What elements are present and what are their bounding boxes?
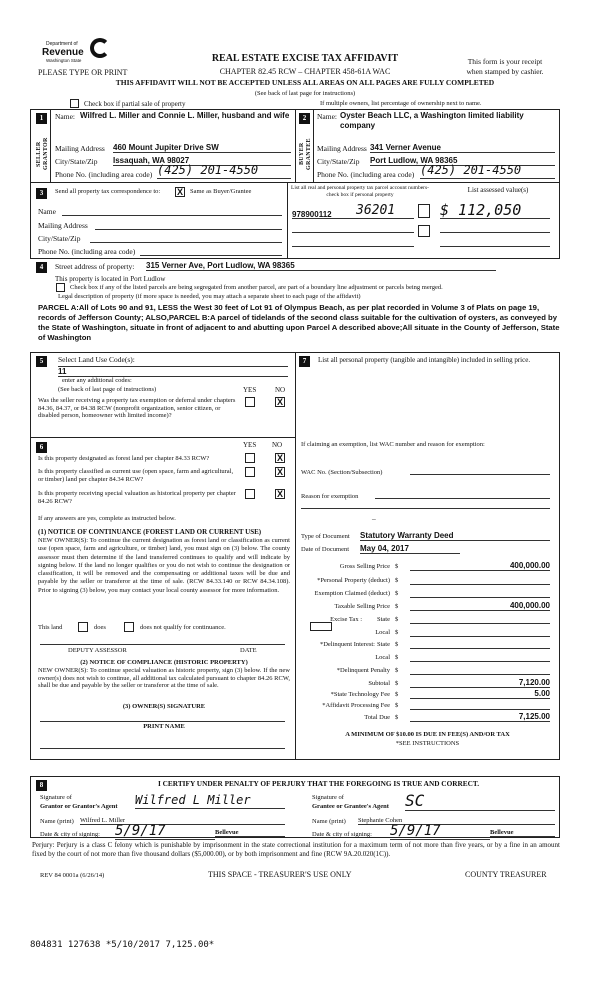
personal-property-checkbox-1[interactable]	[418, 204, 430, 218]
grantor-signature[interactable]: Wilfred L Miller	[135, 794, 285, 809]
taxable-selling-price[interactable]: 400,000.00	[410, 601, 550, 611]
form-title: REAL ESTATE EXCISE TAX AFFIDAVIT	[211, 53, 399, 64]
receipt-stamp: 804831 127638 *5/10/2017 7,125.00*	[30, 940, 215, 950]
correspondence-phone[interactable]	[140, 246, 282, 256]
grantee-signing-city[interactable]: Bellevue	[490, 829, 555, 837]
correspondence-name[interactable]	[62, 206, 282, 216]
excise-local-checkbox[interactable]	[310, 622, 332, 631]
buyer-city[interactable]: Port Ludlow, WA 98365	[370, 156, 555, 166]
forest-yes-checkbox[interactable]	[245, 453, 255, 463]
logo-swirl-icon	[90, 38, 110, 58]
delinquent-interest-state[interactable]	[410, 639, 550, 649]
affidavit-processing-fee[interactable]	[410, 700, 550, 710]
segregated-checkbox[interactable]	[56, 283, 65, 292]
owner-print-name[interactable]	[40, 741, 285, 749]
document-date[interactable]: May 04, 2017	[360, 544, 460, 554]
does-qualify-checkbox[interactable]	[78, 622, 88, 632]
certification-statement: I CERTIFY UNDER PENALTY OF PERJURY THAT THE FOREGOING IS TRUE AND CORRECT.	[158, 779, 480, 788]
owner-signature[interactable]	[40, 714, 285, 722]
property-street-address[interactable]: 315 Verner Ave, Port Ludlow, WA 98365	[146, 261, 496, 271]
gross-selling-price[interactable]: 400,000.00	[410, 561, 550, 571]
exemption-no-checkbox[interactable]: X	[276, 397, 283, 407]
seller-city[interactable]: Issaquah, WA 98027	[113, 156, 291, 166]
grantor-signing-city[interactable]: Bellevue	[215, 829, 285, 837]
wac-number[interactable]	[410, 467, 550, 475]
buyer-name[interactable]: Oyster Beach LLC, a Washington limited liability company	[340, 111, 524, 130]
technology-fee[interactable]: 5.00	[410, 689, 550, 699]
partial-sale-checkbox[interactable]	[70, 99, 79, 108]
seller-phone[interactable]: (425) 201-4550	[157, 164, 291, 179]
personal-property-deduct[interactable]	[410, 575, 550, 585]
warning-text: THIS AFFIDAVIT WILL NOT BE ACCEPTED UNLESS ALL AREAS ON ALL PAGES ARE FULLY COMPLETED	[115, 78, 495, 87]
land-use-code[interactable]: 11	[58, 366, 288, 377]
perjury-notice: Perjury: Perjury is a class C felony which is punishable by imprisonment in the state correctional institution for a maximum term of not more than five years, or by a fine in an amount fixed by the court of not more than five thousand dollars ($5,000.00), or by both imprisonment and fine (RCW 9A.20.020(1C)).	[32, 841, 560, 858]
total-due[interactable]: 7,125.00	[410, 712, 550, 722]
exemption-reason[interactable]	[375, 491, 550, 499]
same-as-buyer-checkbox[interactable]: X	[176, 187, 183, 197]
current-use-yes-checkbox[interactable]	[245, 467, 255, 477]
grantor-signing-date[interactable]: 5/9/17	[115, 823, 215, 840]
parcel-number-handwritten[interactable]: 36201	[356, 203, 396, 218]
delinquent-interest-local[interactable]	[410, 652, 550, 662]
historic-no-checkbox[interactable]: X	[276, 489, 283, 499]
revenue-logo: Department of Revenue Washington State	[42, 38, 112, 66]
forest-no-checkbox[interactable]: X	[276, 453, 283, 463]
grantor-print-name[interactable]: Wilfred L. Miller	[80, 817, 285, 825]
grantee-print-name[interactable]: Stephanie Cohen	[358, 817, 555, 825]
seller-name[interactable]: Wilfred L. Miller and Connie L. Miller, husband and wife	[80, 111, 290, 120]
delinquent-penalty[interactable]	[410, 665, 550, 675]
personal-property-checkbox-2[interactable]	[418, 225, 430, 237]
excise-tax-state[interactable]	[410, 614, 550, 624]
historic-yes-checkbox[interactable]	[245, 489, 255, 499]
assessed-value[interactable]: $ 112,050	[440, 201, 522, 219]
excise-tax-local[interactable]	[410, 627, 550, 637]
exemption-claimed[interactable]	[410, 588, 550, 598]
correspondence-address[interactable]	[95, 220, 282, 230]
buyer-mailing-address[interactable]: 341 Verner Avenue	[370, 143, 555, 153]
grantee-signature[interactable]: SC	[405, 792, 555, 811]
document-type[interactable]: Statutory Warranty Deed	[360, 531, 550, 541]
does-not-qualify-checkbox[interactable]	[124, 622, 134, 632]
legal-description[interactable]: PARCEL A:All of Lots 90 and 91, LESS the West 30 feet of Lot 91 of Olympus Beach, as per plat recorded in Volume 3 of Plats on page 19, records of Jefferson County; ALSO,PARCEL B:A parcel of tidelands of the second class suitable for the cultivation of oysters, as conveyed by the State of Washington, situate in front of adjacent to and abutting upon Parcel A described above;All situate in the County of Jefferson, State of Washington	[38, 303, 560, 342]
buyer-phone[interactable]: (425) 201-4550	[420, 164, 555, 179]
subtotal[interactable]: 7,120.00	[410, 678, 550, 688]
parcel-number[interactable]: 978900112	[292, 210, 332, 219]
exemption-yes-checkbox[interactable]	[245, 397, 255, 407]
grantee-signing-date[interactable]: 5/9/17	[390, 823, 490, 840]
current-use-no-checkbox[interactable]: X	[276, 467, 283, 477]
seller-mailing-address[interactable]: 460 Mount Jupiter Drive SW	[113, 143, 291, 153]
correspondence-city[interactable]	[90, 233, 282, 243]
